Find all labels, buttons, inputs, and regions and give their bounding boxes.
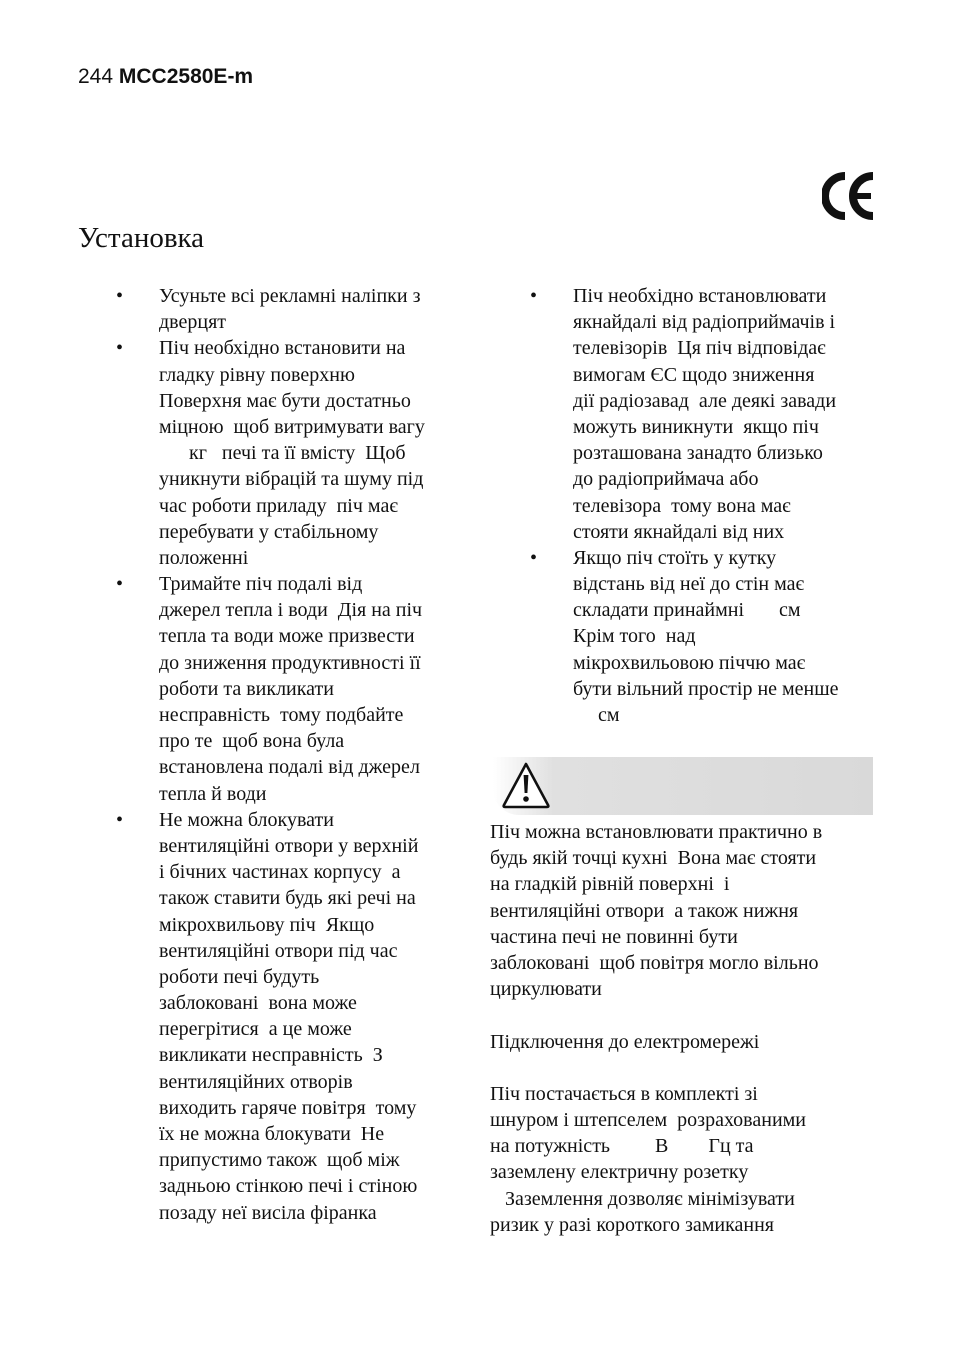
bullet-text-line: несправність тому подбайте <box>159 704 404 726</box>
bullet-item <box>530 283 890 545</box>
bullet-text-line: міцною щоб витримувати вагу <box>159 415 425 438</box>
ce-mark-icon <box>822 170 876 222</box>
paragraph-line: будь якій точці кухні Вона має стояти <box>490 847 817 870</box>
bullet-text-line: час роботи приладу піч має <box>159 494 398 517</box>
right-column-bullets <box>530 283 890 728</box>
bullet-item <box>116 571 476 807</box>
bullet-text-line: мікрохвильовою піччю має <box>573 651 806 674</box>
paragraph-line: циркулювати <box>490 978 602 1001</box>
bullet-text-line: перегрітися а це може <box>159 1018 352 1041</box>
bullet-marker: • <box>116 285 124 307</box>
bullet-item <box>530 545 890 728</box>
bullet-text-line: позаду неї висіла фіранка <box>159 1201 377 1224</box>
bullet-text-line: розташована занадто близько <box>573 442 823 465</box>
bullet-marker: • <box>530 285 538 307</box>
bullet-text-line: мікрохвильову піч Якщо <box>159 913 375 936</box>
bullet-text-line: встановлена подалі від джерел <box>159 756 420 779</box>
section-title: Установка <box>78 222 205 254</box>
paragraph-line: на потужність В Гц та <box>490 1135 754 1158</box>
paragraph-line: шнуром і штепселем розрахованими <box>490 1109 807 1132</box>
bullet-text-line: гладку рівну поверхню <box>159 363 355 386</box>
paragraph-line: заземлену електричну розетку <box>490 1161 749 1184</box>
bullet-text-line: вентиляційні отвори у верхній <box>159 834 419 857</box>
right-body-text <box>490 819 890 1238</box>
electrical-subheading <box>490 1029 890 1055</box>
bullet-text-line: перебувати у стабільному <box>159 520 379 543</box>
bullet-item <box>116 807 476 1226</box>
bullet-text-line: Крім того над <box>573 625 696 648</box>
page-header <box>78 64 253 90</box>
bullet-text-line: заблоковані вона може <box>159 992 357 1015</box>
bullet-text-line: задньою стінкою печі і стіною <box>159 1175 418 1198</box>
bullet-marker: • <box>116 808 124 831</box>
page-number: 244 <box>78 65 114 88</box>
bullet-text-line: вентиляційні отвори під час <box>159 939 398 962</box>
bullet-text-line: складати принаймні см <box>573 599 801 622</box>
bullet-text-line: бути вільний простір не менше <box>573 677 839 700</box>
bullet-text-line: дії радіозавад але деякі завади <box>573 389 837 412</box>
electrical-paragraph <box>490 1081 890 1238</box>
paragraph-line: заблоковані щоб повітря могло вільно <box>490 951 819 974</box>
bullet-text-line: тепла й води <box>159 782 267 805</box>
left-bullet-list <box>116 283 476 1226</box>
bullet-text-line: Не можна блокувати <box>159 808 334 831</box>
paragraph-line: частина печі не повинні бути <box>490 925 738 948</box>
subheading-text: Підключення до електромережі <box>490 1030 760 1053</box>
bullet-text-line: телевізорів Ця піч відповідає <box>573 337 826 360</box>
paragraph-line: ризик у разі короткого замикання <box>490 1213 774 1236</box>
bullet-text-line: викликати несправність З <box>159 1044 383 1067</box>
bullet-item <box>116 283 476 335</box>
bullet-item <box>116 335 476 571</box>
bullet-text-line: припустимо також щоб між <box>159 1149 400 1172</box>
bullet-text-line: телевізора тому вона має <box>573 494 791 517</box>
paragraph-line: Піч можна встановлювати практично в <box>490 821 823 843</box>
paragraph-line: Заземлення дозволяє мінімізувати <box>490 1187 795 1210</box>
warning-banner <box>493 757 873 815</box>
bullet-text-line: роботи печі будуть <box>159 965 320 988</box>
bullet-text-line: Піч необхідно встановлювати <box>573 285 827 307</box>
paragraph-line: вентиляційні отвори а також нижня <box>490 899 799 922</box>
installation-paragraph <box>490 819 890 1002</box>
bullet-text-line: про те щоб вона була <box>159 730 345 753</box>
bullet-text-line: можуть виникнути якщо піч <box>573 415 819 438</box>
bullet-text-line: якнайдалі від радіоприймачів і <box>573 311 836 334</box>
bullet-text-line: роботи та викликати <box>159 677 334 700</box>
bullet-text-line: уникнути вібрацій та шуму під <box>159 468 424 491</box>
bullet-text-line: вимогам ЄС щодо зниження <box>573 363 815 386</box>
bullet-text-line: см <box>573 704 620 726</box>
bullet-text-line: відстань від неї до стін має <box>573 573 805 596</box>
bullet-marker: • <box>530 546 538 569</box>
bullet-text-line: Тримайте піч подалі від <box>159 573 363 596</box>
bullet-marker: • <box>116 573 124 596</box>
paragraph-line: на гладкій рівній поверхні і <box>490 873 730 896</box>
paragraph-line: Піч постачається в комплекті зі <box>490 1082 758 1105</box>
model-name: MCC2580E-m <box>118 65 254 88</box>
right-bullet-list <box>530 283 890 728</box>
bullet-text-line: тепла та води може призвести <box>159 625 415 648</box>
bullet-text-line: стояти якнайдалі від них <box>573 520 785 543</box>
bullet-text-line: виходить гаряче повітря тому <box>159 1096 417 1119</box>
bullet-text-line: дверцят <box>159 311 227 334</box>
bullet-text-line: Поверхня має бути достатньо <box>159 389 411 412</box>
bullet-text-line: до радіоприймача або <box>573 468 759 491</box>
bullet-text-line: Якщо піч стоїть у кутку <box>573 546 777 569</box>
bullet-text-line: положенні <box>159 546 249 569</box>
bullet-text-line: Усуньте всі рекламні наліпки з <box>159 285 421 307</box>
bullet-text-line: також ставити будь які речі на <box>159 887 416 910</box>
bullet-text-line: джерел тепла і води Дія на піч <box>159 599 423 622</box>
left-column <box>116 283 476 1226</box>
bullet-text-line: до зниження продуктивності її <box>159 651 421 674</box>
bullet-text-line: Піч необхідно встановити на <box>159 337 406 360</box>
bullet-text-line: і бічних частинах корпусу а <box>159 861 401 884</box>
bullet-text-line: вентиляційних отворів <box>159 1070 353 1093</box>
bullet-text-line: їх не можна блокувати Не <box>159 1123 385 1145</box>
warning-triangle-icon <box>501 761 551 809</box>
bullet-marker: • <box>116 337 124 360</box>
bullet-text-line: кг печі та її вмісту Щоб <box>159 442 406 465</box>
